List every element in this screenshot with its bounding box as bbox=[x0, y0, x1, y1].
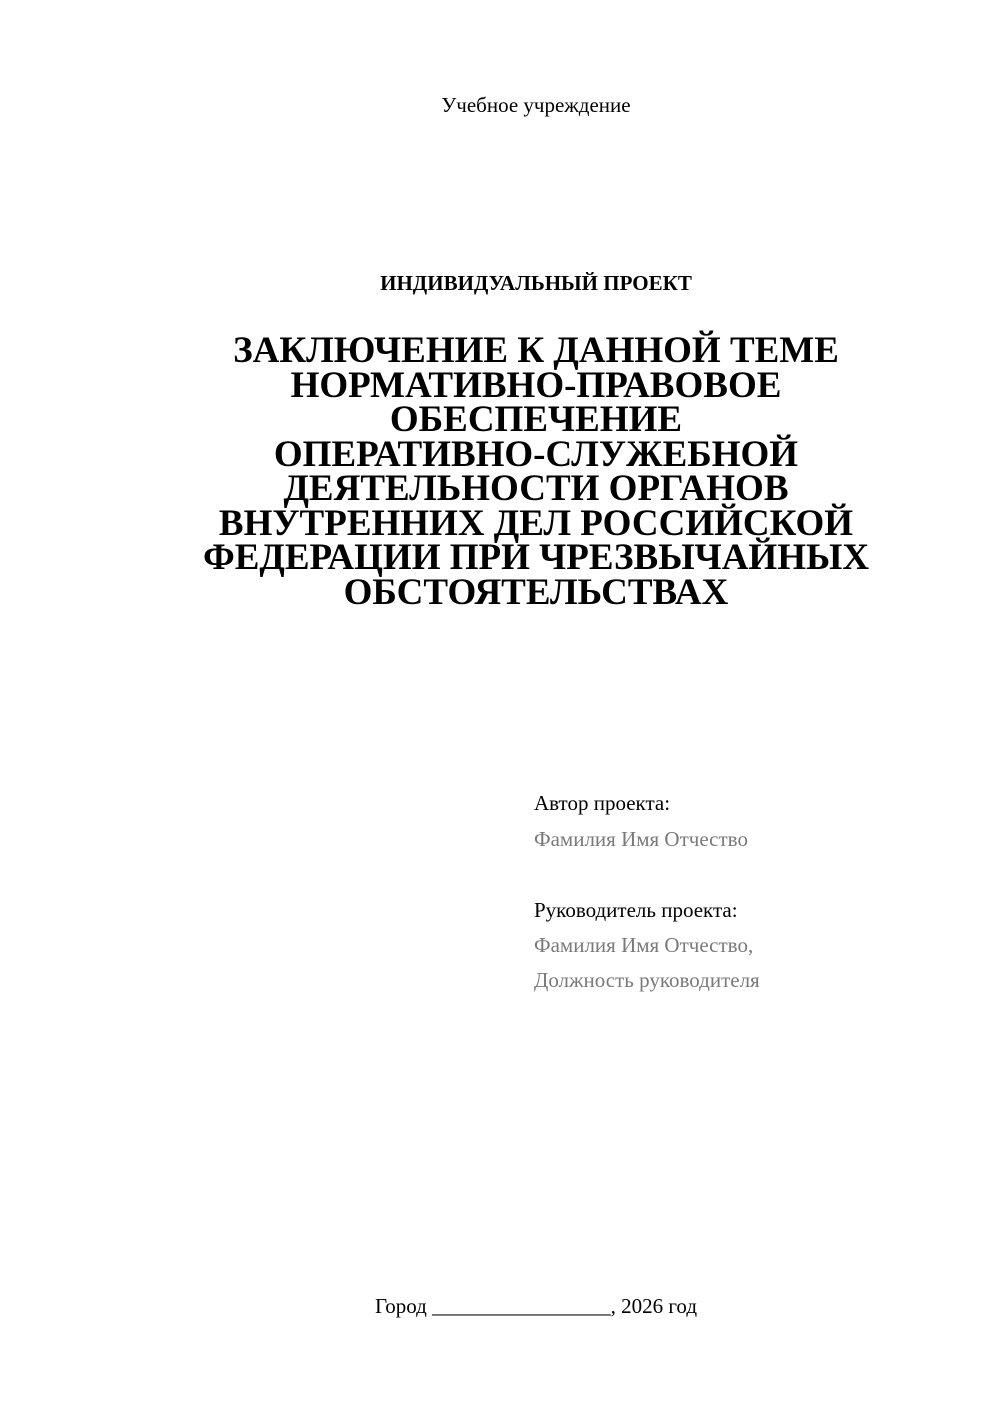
project-title bbox=[150, 330, 922, 613]
supervisor-position: Должность руководителя bbox=[534, 968, 760, 992]
institution-name: Учебное учреждение bbox=[441, 93, 631, 117]
project-title-line: ОБСТОЯТЕЛЬСТВАХ bbox=[343, 571, 729, 613]
project-title-line: НОРМАТИВНО-ПРАВОВОЕ bbox=[290, 364, 782, 406]
project-title-line: ЗАКЛЮЧЕНИЕ К ДАННОЙ ТЕМЕ bbox=[233, 330, 839, 371]
supervisor-label: Руководитель проекта: bbox=[534, 898, 738, 922]
city-year-line: Город _________________, 2026 год bbox=[374, 1294, 698, 1318]
project-title-line: ФЕДЕРАЦИИ ПРИ ЧРЕЗВЫЧАЙНЫХ bbox=[202, 537, 870, 578]
project-title-line: ДЕЯТЕЛЬНОСТИ ОРГАНОВ bbox=[283, 468, 789, 509]
supervisor-name: Фамилия Имя Отчество, bbox=[534, 933, 754, 957]
author-label: Автор проекта: bbox=[534, 791, 671, 815]
project-title-line: ВНУТРЕННИХ ДЕЛ РОССИЙСКОЙ bbox=[218, 502, 854, 544]
project-title-line: ОПЕРАТИВНО-СЛУЖЕБНОЙ bbox=[273, 433, 799, 475]
project-type: ИНДИВИДУАЛЬНЫЙ ПРОЕКТ bbox=[380, 271, 692, 295]
author-name: Фамилия Имя Отчество bbox=[534, 827, 748, 851]
project-title-line: ОБЕСПЕЧЕНИЕ bbox=[389, 399, 683, 440]
